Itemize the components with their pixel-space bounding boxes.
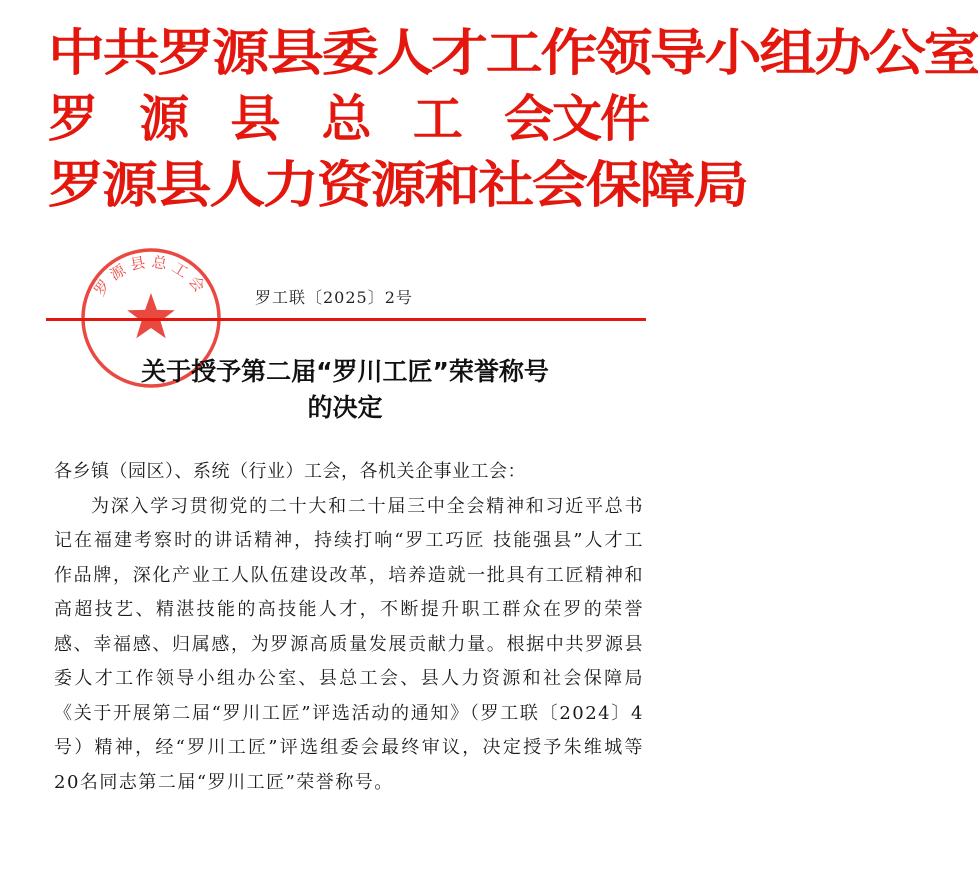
masthead-line-3: 罗源县人力资源和社会保障局 xyxy=(48,155,747,214)
document-title: 关于授予第二届“罗川工匠”荣誉称号 xyxy=(141,357,549,386)
svg-text:罗源县总工会 xyxy=(91,253,212,300)
seal-text: 罗源县总工会 xyxy=(90,252,212,300)
red-masthead xyxy=(48,20,978,218)
document-number: 罗工联〔2025〕2号 xyxy=(255,288,413,307)
masthead-line-2 xyxy=(48,86,648,152)
masthead-line-2-char: 会文件 xyxy=(504,89,649,148)
masthead-line-1: 中共罗源县委人才工作领导小组办公室 xyxy=(48,23,978,82)
masthead-line-2-char: 工 xyxy=(412,89,461,148)
document-body xyxy=(54,455,644,800)
salutation: 各乡镇（园区）、系统（行业）工会，各机关企事业工会： xyxy=(54,461,526,482)
masthead-line-2-char: 县 xyxy=(230,89,279,148)
masthead-line-2-char: 源 xyxy=(139,89,188,148)
body-paragraph: 为深入学习贯彻党的二十大和二十届三中全会精神和习近平总书记在福建考察时的讲话精神，持续打响“罗工巧匠 技能强县”人才工作品牌，深化产业工人队伍建设改革，培养造就一批具有工匠精神和高超技艺、精湛技能的高技能人才，不断提升职工群众在罗的荣誉感、幸福感、归属感，为罗源高质量发展贡献力量。根据中共罗源县委人才工作领导小组办公室、县总工会、县人力资源和社会保障局《关于开展第二届“罗川工匠”评选活动的通知》（罗工联〔2024〕4号）精神，经“罗川工匠”评选组委会最终审议，决定授予朱维城等20名同志第二届“罗川工匠”荣誉称号。 xyxy=(54,495,644,793)
masthead-line-2-char: 总 xyxy=(321,89,370,148)
red-divider xyxy=(46,318,646,321)
document-title-line-2: 的决定 xyxy=(307,393,383,422)
masthead-line-2-char: 罗 xyxy=(48,89,96,148)
